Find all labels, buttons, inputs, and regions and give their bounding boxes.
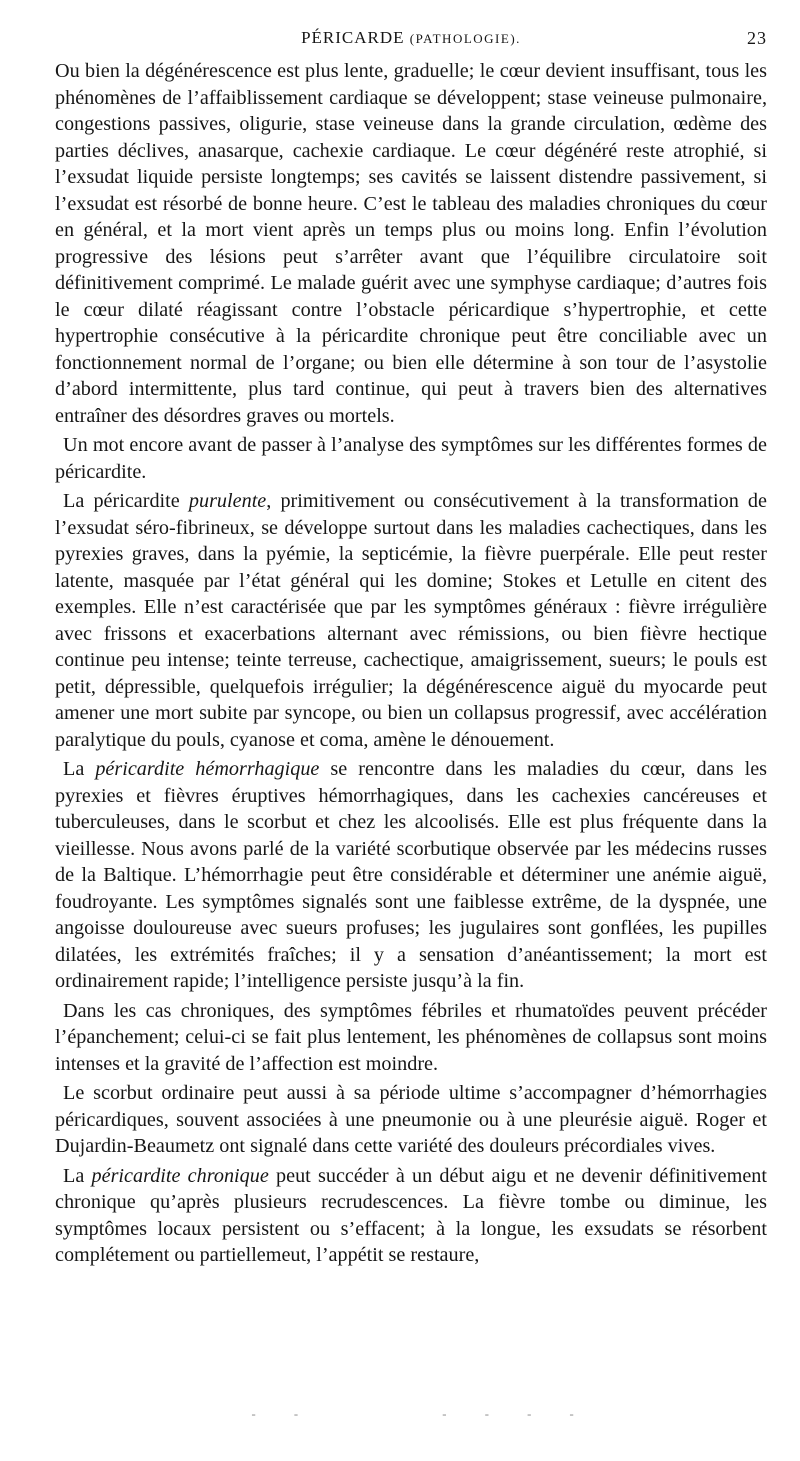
italic-term: purulente	[188, 490, 267, 512]
book-page	[55, 28, 767, 1269]
running-title-subtitle: (PATHOLOGIE).	[409, 31, 521, 46]
page-number: 23	[747, 28, 767, 48]
running-title	[55, 28, 767, 48]
paragraph	[55, 488, 767, 753]
text-run: Dans les cas chroniques, des symptômes fébriles et rhumatoïdes peuvent précéder l’épanchement; celui-ci se fait plus lentement, les phénomènes de collapsus sont moins intenses et la gravité de l’affection est moindre.	[55, 999, 767, 1075]
text-run: Ou bien la dégénérescence est plus lente, graduelle; le cœur devient insuffisant, tous les phénomènes de l’affaiblissement cardiaque se développent; stase veineuse pulmonaire, congestions passives, oligurie, stase veineuse dans la grande circulation, œdème des parties déclives, anasarque, cachexie cardiaque. Le cœur dégénéré reste atrophié, si l’exsudat liquide persiste longtemps; ses cavités se laissent distendre passivement, si l’exsudat est résorbé de bonne heure. C’est le tableau des maladies chroniques du cœur en général, et la mort vient après un temps plus ou moins long. Enfin l’évolution progressive des lésions peut s’arrêter avant que l’équilibre circulatoire soit définitivement comprimé. Le malade guérit avec une symphyse cardiaque; d’autres fois le cœur dilaté réagissant contre l’obstacle péricardique s’hypertrophie, et cette hypertrophie consécutive à la péricardite chronique peut être conciliable avec un fonctionnement normal de l’organe; ou bien elle détermine à son tour de l’asystolie d’abord intermittente, plus tard continue, qui peut à travers bien des alternatives entraîner des désordres graves ou mortels.	[55, 60, 767, 427]
body-text	[55, 58, 767, 1269]
paragraph	[55, 432, 767, 485]
text-run: se rencontre dans les maladies du cœur, dans les pyrexies et fièvres éruptives hémorrhagiques, dans les cachexies cancéreuses et tuberculeuses, dans le scorbut et chez les alcoolisés. Elle est plus fréquente dans la vieillesse. Nous avons parlé de la variété scorbutique observée par les médecins russes de la Baltique. L’hémorrhagie peut être considérable et déterminer une anémie aiguë, foudroyante. Les symptômes signalés sont une faiblesse extrême, de la dyspnée, une angoisse douloureuse avec sueurs profuses; les jugulaires sont gonflées, les pupilles dilatées, les extrémités fraîches; il y a sensation d’anéantissement; la mort est ordinairement rapide; l’intelligence persiste jusqu’à la fin.	[55, 758, 768, 992]
text-run: Le scorbut ordinaire peut aussi à sa période ultime s’accompagner d’hémorrhagies péricardiques, souvent associées à une pneumonie ou à une pleurésie aiguë. Roger et Dujardin-Beaumetz ont signalé dans cette variété des douleurs précordiales vives.	[55, 1082, 767, 1157]
footer-rule: - - - - - -	[250, 1408, 590, 1422]
text-run: La péricardite	[63, 490, 189, 512]
paragraph	[55, 998, 767, 1078]
page-header	[55, 28, 767, 58]
text-run: Un mot encore avant de passer à l’analyse des symptômes sur les différentes formes de péricardite.	[55, 434, 767, 483]
text-run: La	[63, 758, 96, 780]
italic-term: péricardite hémorrhagique	[95, 758, 320, 780]
text-run: peut succéder à un début aigu et ne devenir définitivement chronique qu’après plusieurs recrudescences. La fièvre tombe ou diminue, les symptômes locaux persistent ou s’effacent; à la longue, les exsudats se résorbent complétement ou partiellemeut, l’appétit se restaure,	[55, 1164, 767, 1266]
text-run: , primitivement ou consécutivement à la transformation de l’exsudat séro-fibrineux, se développe surtout dans les maladies cachectiques, dans les pyrexies graves, dans la pyémie, la septicémie, la fièvre puerpérale. Elle peut rester latente, masquée par l’état général qui les domine; Stokes et Letulle en citent des exemples. Elle n’est caractérisée que par les symptômes généraux : fièvre irrégulière avec frissons et exacerbations alternant avec rémissions, ou bien fièvre hectique continue peu intense; teinte terreuse, cachectique, amaigrissement, sueurs; le pouls est petit, dépressible, quelquefois irrégulier; la dégénérescence aiguë du myocarde peut amener une mort subite par syncope, ou bien un collapsus progressif, avec accélération paralytique du pouls, cyanose et coma, amène le dénouement.	[55, 490, 767, 751]
paragraph	[55, 1163, 767, 1269]
paragraph	[55, 1080, 767, 1160]
running-title-main: PÉRICARDE	[301, 28, 405, 47]
paragraph	[55, 756, 767, 995]
italic-term: péricardite chronique	[91, 1164, 269, 1187]
text-run: La	[63, 1164, 92, 1187]
paragraph	[55, 58, 767, 429]
